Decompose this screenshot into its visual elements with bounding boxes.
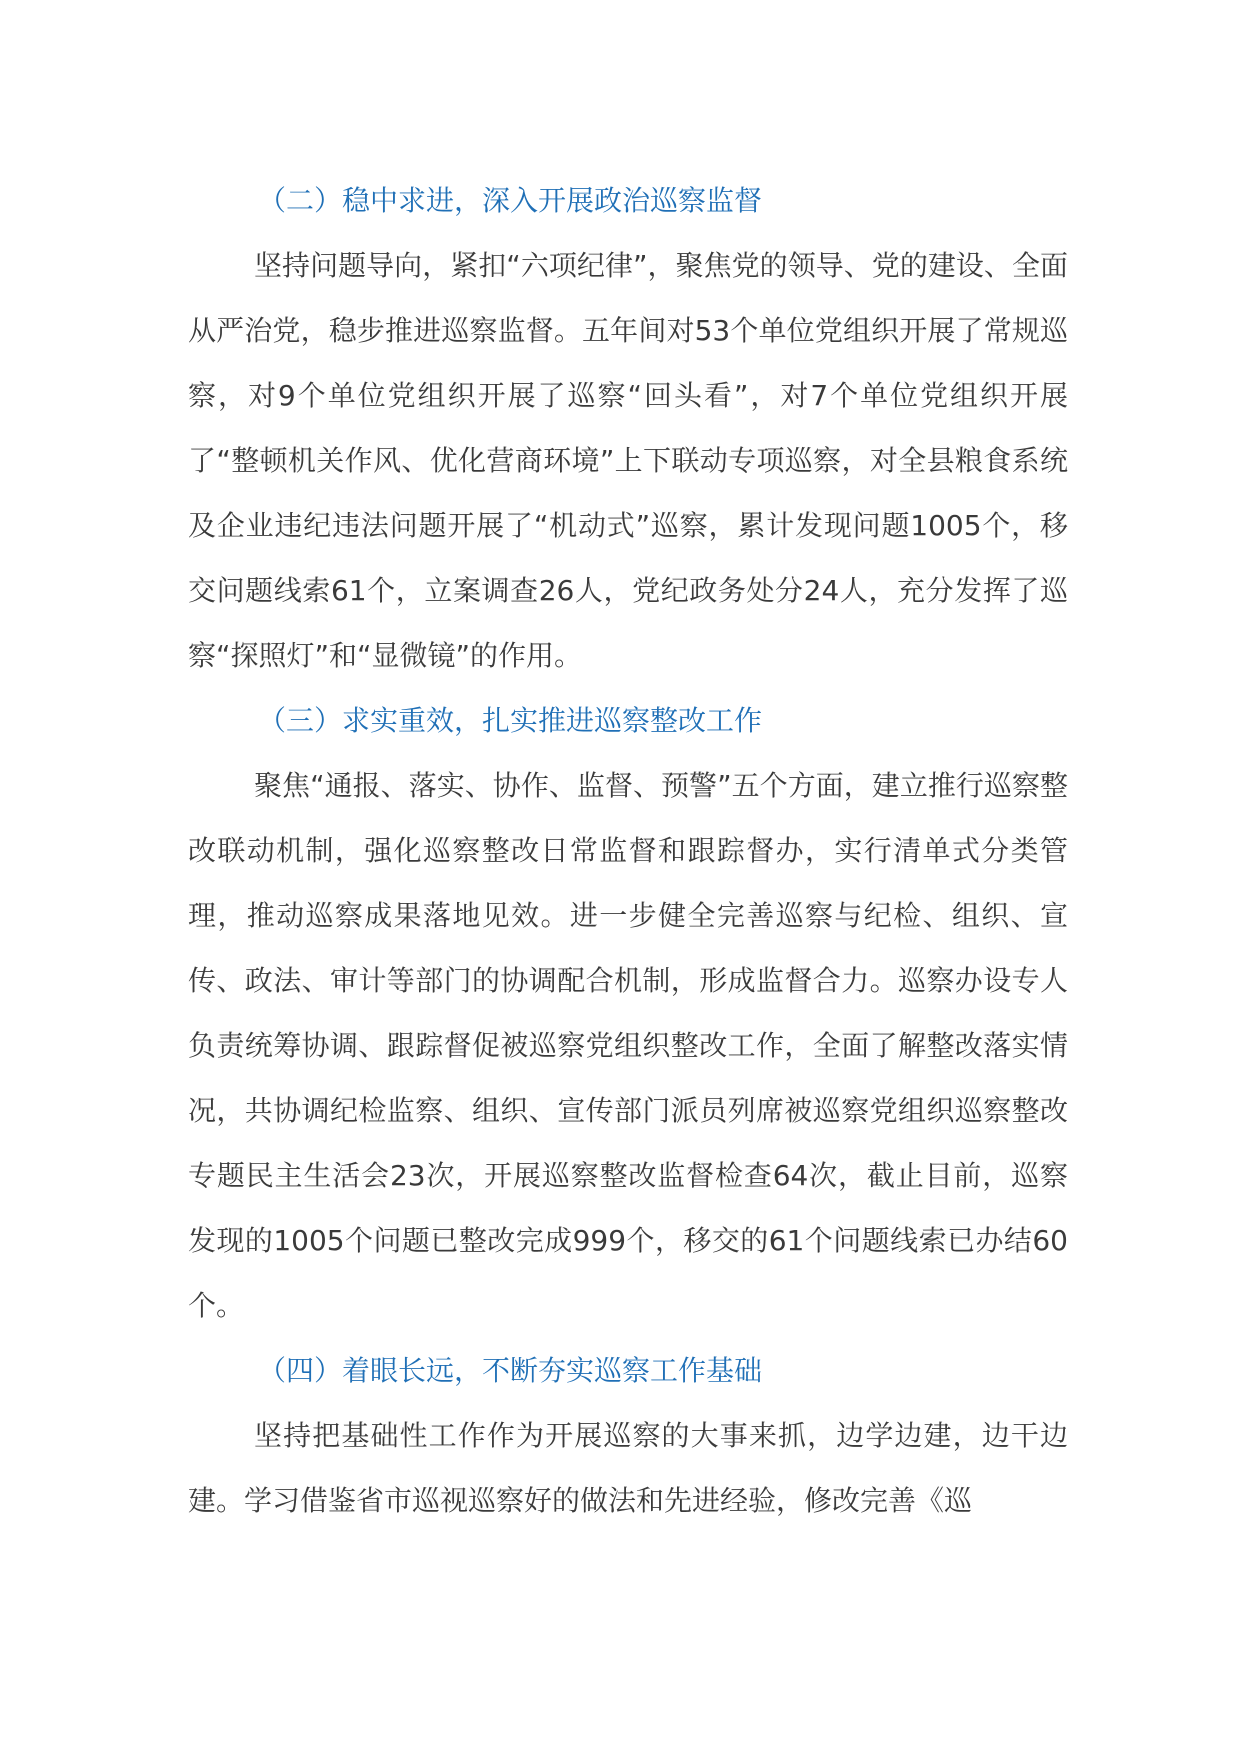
section-paragraph-3: 聚焦“通报、落实、协作、监督、预警”五个方面，建立推行巡察整改联动机制，强化巡察整改日常监督和跟踪督办，实行清单式分类管理，推动巡察成果落地见效。进一步健全完善巡察与纪检、组织、宣传、政法、审计等部门的协调配合机制，形成监督合力。巡察办设专人负责统筹协调、跟踪督促被巡察党组织整改工作，全面了解整改落实情况，共协调纪检监察、组织、宣传部门派员列席被巡察党组织巡察整改专题民主生活会23次，开展巡察整改监督检查64次，截止目前，巡察发现的1005个问题已整改完成999个，移交的61个问题线索已办结60个。 [188,769,1068,1322]
section-heading-4: （四）着眼长远，不断夯实巡察工作基础 [258,1354,763,1387]
section-paragraph-4: 坚持把基础性工作作为开展巡察的大事来抓，边学边建，边干边建。学习借鉴省市巡视巡察好的做法和先进经验，修改完善《巡 [188,1419,1068,1517]
document-body [188,168,1068,1533]
section-heading-2: （二）稳中求进，深入开展政治巡察监督 [258,184,763,217]
section-heading-3: （三）求实重效，扎实推进巡察整改工作 [258,704,763,737]
section-paragraph-2: 坚持问题导向，紧扣“六项纪律”，聚焦党的领导、党的建设、全面从严治党，稳步推进巡察监督。五年间对53个单位党组织开展了常规巡察，对9个单位党组织开展了巡察“回头看”，对7个单位党组织开展了“整顿机关作风、优化营商环境”上下联动专项巡察，对全县粮食系统及企业违纪违法问题开展了“机动式”巡察，累计发现问题1005个，移交问题线索61个，立案调查26人，党纪政务处分24人，充分发挥了巡察“探照灯”和“显微镜”的作用。 [188,249,1068,672]
